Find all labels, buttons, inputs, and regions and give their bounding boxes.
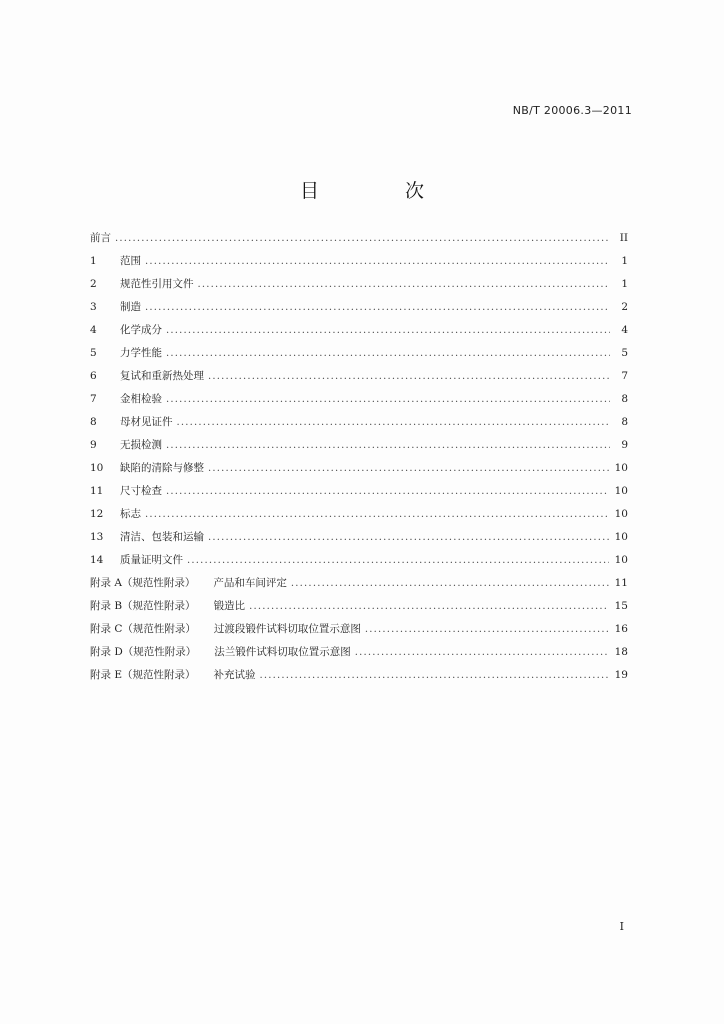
toc-entry-label: 尺寸检查: [120, 485, 162, 497]
toc-entry[interactable]: [90, 230, 628, 253]
toc-entry-page: 8: [621, 416, 628, 428]
toc-entry[interactable]: [90, 506, 628, 529]
toc-entry[interactable]: [90, 667, 628, 690]
toc-leader-dots: [166, 325, 610, 336]
toc-entry-label: 标志: [120, 508, 141, 520]
toc-entry-label: 前言: [90, 232, 111, 244]
toc-entry-number: 2: [90, 278, 97, 290]
toc-entry-label: 缺陷的清除与修整: [120, 462, 204, 474]
toc-entry-label: 母材见证件: [120, 416, 173, 428]
toc-entry-number: 附录 E（规范性附录）: [90, 669, 196, 681]
toc-entry[interactable]: [90, 621, 628, 644]
toc-entry[interactable]: [90, 299, 628, 322]
toc-leader-dots: [208, 532, 609, 543]
toc-entry[interactable]: [90, 483, 628, 506]
toc-entry[interactable]: [90, 368, 628, 391]
toc-entry-number: 附录 A（规范性附录）: [90, 577, 196, 589]
toc-entry-label: 金相检验: [120, 393, 162, 405]
toc-entry-number: 9: [90, 439, 97, 451]
toc-entry-page: 8: [621, 393, 628, 405]
toc-entry-label: 法兰锻件试料切取位置示意图: [214, 646, 351, 658]
toc-entry[interactable]: [90, 644, 628, 667]
toc-entry-number: 5: [90, 347, 97, 359]
toc-entry-page: 9: [621, 439, 628, 451]
toc-entry-label: 清洁、包装和运输: [120, 531, 204, 543]
page-title: 目 次: [299, 180, 465, 202]
toc-entry-page: 2: [621, 301, 628, 313]
toc-entry-label: 规范性引用文件: [120, 278, 194, 290]
toc-leader-dots: [166, 348, 610, 359]
toc-entry-label: 产品和车间评定: [213, 577, 287, 589]
toc-leader-dots: [198, 279, 611, 290]
toc-entry-page: 18: [614, 646, 628, 658]
toc-entry-number: 12: [90, 508, 104, 520]
toc-entry[interactable]: [90, 598, 628, 621]
toc-entry[interactable]: [90, 345, 628, 368]
toc-entry-page: 1: [621, 255, 628, 267]
toc-entry-number: 附录 D（规范性附录）: [90, 646, 197, 658]
toc-entry-page: 1: [621, 278, 628, 290]
toc-leader-dots: [355, 647, 609, 658]
toc-entry-label: 过渡段锻件试料切取位置示意图: [213, 623, 361, 635]
toc-entry-number: 8: [90, 416, 97, 428]
table-of-contents: [90, 230, 628, 690]
toc-entry-number: 7: [90, 393, 97, 405]
toc-entry-label: 制造: [120, 301, 141, 313]
toc-entry-number: 13: [90, 531, 104, 543]
toc-entry-label: 无损检测: [120, 439, 162, 451]
toc-entry-number: 10: [90, 462, 104, 474]
toc-entry-number: 11: [90, 485, 104, 497]
toc-entry-page: 5: [621, 347, 628, 359]
toc-entry[interactable]: [90, 575, 628, 598]
toc-entry-page: 10: [614, 462, 628, 474]
toc-leader-dots: [115, 233, 610, 244]
toc-entry-page: 4: [621, 324, 628, 336]
toc-entry-page: 15: [614, 600, 628, 612]
toc-leader-dots: [260, 670, 609, 681]
toc-entry-number: 4: [90, 324, 97, 336]
toc-entry[interactable]: [90, 437, 628, 460]
toc-entry[interactable]: [90, 552, 628, 575]
toc-entry-page: 7: [621, 370, 628, 382]
toc-leader-dots: [166, 394, 610, 405]
toc-leader-dots: [177, 417, 611, 428]
toc-entry[interactable]: [90, 460, 628, 483]
toc-leader-dots: [166, 440, 610, 451]
toc-entry-page: 16: [614, 623, 628, 635]
toc-entry-page: 10: [614, 554, 628, 566]
toc-leader-dots: [145, 509, 609, 520]
toc-entry-number: 附录 B（规范性附录）: [90, 600, 196, 612]
toc-entry-label: 补充试验: [213, 669, 256, 681]
toc-entry[interactable]: [90, 253, 628, 276]
toc-entry-page: 10: [614, 508, 628, 520]
toc-leader-dots: [208, 371, 610, 382]
toc-entry[interactable]: [90, 414, 628, 437]
standard-number: NB/T 20006.3—2011: [512, 104, 632, 117]
toc-entry-page: 19: [614, 669, 628, 681]
toc-leader-dots: [208, 463, 609, 474]
toc-entry-label: 化学成分: [120, 324, 162, 336]
toc-entry-label: 锻造比: [213, 600, 246, 612]
toc-entry-label: 范围: [120, 255, 141, 267]
toc-leader-dots: [291, 578, 609, 589]
toc-entry-page: II: [619, 232, 628, 244]
toc-entry-label: 复试和重新热处理: [120, 370, 204, 382]
toc-leader-dots: [145, 302, 610, 313]
toc-entry[interactable]: [90, 391, 628, 414]
page-folio: I: [619, 920, 624, 933]
toc-entry-number: 附录 C（规范性附录）: [90, 623, 196, 635]
toc-entry-number: 1: [90, 255, 97, 267]
toc-entry-page: 11: [614, 577, 628, 589]
toc-entry-number: 6: [90, 370, 97, 382]
toc-leader-dots: [365, 624, 609, 635]
toc-entry-page: 10: [614, 531, 628, 543]
toc-entry-page: 10: [614, 485, 628, 497]
toc-leader-dots: [166, 486, 609, 497]
toc-entry-number: 14: [90, 554, 104, 566]
toc-leader-dots: [187, 555, 609, 566]
toc-entry-label: 力学性能: [120, 347, 162, 359]
toc-entry[interactable]: [90, 529, 628, 552]
toc-entry[interactable]: [90, 322, 628, 345]
toc-entry-label: 质量证明文件: [120, 554, 183, 566]
toc-entry-number: 3: [90, 301, 97, 313]
toc-leader-dots: [249, 601, 609, 612]
toc-entry[interactable]: [90, 276, 628, 299]
toc-leader-dots: [145, 256, 610, 267]
